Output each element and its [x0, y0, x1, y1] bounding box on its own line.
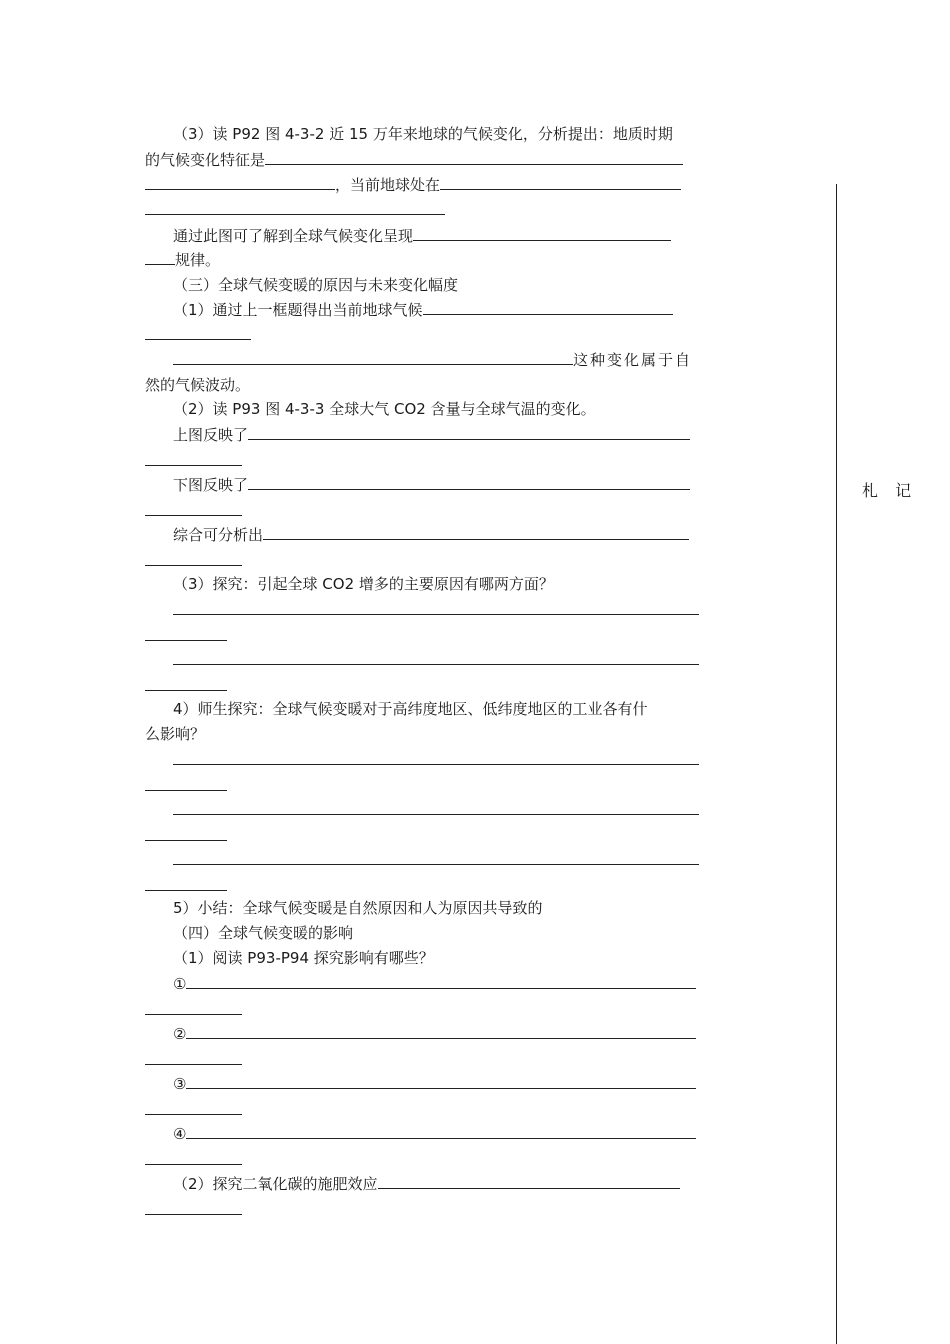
answer-blank[interactable]: [173, 597, 699, 615]
s3-q5: 5）小结：全球气候变暖是自然原因和人为原因共导致的: [173, 899, 543, 917]
answer-blank[interactable]: [263, 522, 689, 540]
answer-blank[interactable]: [423, 297, 673, 315]
s3-q4-blank1-cont: [145, 773, 703, 798]
notes-label: 札 记: [862, 481, 918, 500]
s3-combined-cont: [145, 548, 703, 573]
answer-blank[interactable]: [145, 1147, 242, 1165]
answer-blank[interactable]: [248, 422, 690, 440]
q3-intro: （3）读 P92 图 4-3-2 近 15 万年来地球的气候变化，分析提出：地质时期: [173, 125, 673, 143]
answer-blank[interactable]: [145, 873, 227, 891]
s3-lower-cont: [145, 498, 703, 523]
q3-through-line: 通过此图可了解到全球气候变化呈现: [145, 223, 703, 248]
answer-blank[interactable]: [145, 548, 242, 566]
q3-feature-line: 的气候变化特征是: [145, 147, 703, 172]
answer-blank[interactable]: [173, 347, 573, 365]
answer-blank[interactable]: [145, 997, 242, 1015]
s3-upper-line: 上图反映了: [145, 422, 703, 447]
answer-blank[interactable]: [145, 1047, 242, 1065]
answer-blank[interactable]: [145, 197, 445, 215]
s3-q3-blank2: [145, 647, 703, 672]
s3-q4-cont: 么影响？: [145, 725, 206, 743]
answer-blank[interactable]: [173, 747, 699, 765]
section3-title: （三）全球气候变暖的原因与未来变化幅度: [173, 276, 459, 294]
s4-q1: （1）阅读 P93-P94 探究影响有哪些？: [173, 949, 434, 967]
answer-blank[interactable]: [186, 1021, 696, 1039]
s3-q1-end: 然的气候波动。: [145, 376, 251, 394]
s3-upper-cont: [145, 448, 703, 473]
s3-q1-suffix-line: 这种变化属于自: [145, 347, 703, 372]
answer-blank[interactable]: [173, 647, 699, 665]
answer-blank[interactable]: [440, 172, 681, 190]
s4-item-3: ③: [145, 1071, 703, 1096]
answer-blank[interactable]: [145, 247, 175, 265]
s4-item-2: ②: [145, 1021, 703, 1046]
s3-q4-blank2: [145, 797, 703, 822]
answer-blank[interactable]: [145, 1197, 242, 1215]
answer-blank[interactable]: [145, 823, 227, 841]
answer-blank[interactable]: [265, 147, 683, 165]
s3-q2: （2）读 P93 图 4-3-3 全球大气 CO2 含量与全球气温的变化。: [173, 400, 596, 418]
s3-q4-blank2-cont: [145, 823, 703, 848]
q3-rule-line: 规律。: [145, 247, 703, 272]
q3-cont-line: [145, 197, 703, 222]
answer-blank[interactable]: [186, 971, 696, 989]
s3-q3: （3）探究：引起全球 CO2 增多的主要原因有哪两方面？: [173, 575, 554, 593]
section4-title: （四）全球气候变暖的影响: [173, 924, 354, 942]
s4-q2-cont: [145, 1197, 703, 1222]
s4-item-2-cont: [145, 1047, 703, 1072]
answer-blank[interactable]: [145, 498, 242, 516]
s3-q4-blank3-cont: [145, 873, 703, 898]
s4-item-1: ①: [145, 971, 703, 996]
answer-blank[interactable]: [173, 847, 699, 865]
answer-blank[interactable]: [145, 773, 227, 791]
s4-item-3-cont: [145, 1097, 703, 1122]
answer-blank[interactable]: [145, 673, 227, 691]
s4-q2-line: （2）探究二氧化碳的施肥效应: [145, 1171, 703, 1196]
q3-current-line: ，当前地球处在: [145, 172, 703, 197]
s4-item-4: ④: [145, 1121, 703, 1146]
s3-lower-line: 下图反映了: [145, 472, 703, 497]
s3-q4: 4）师生探究：全球气候变暖对于高纬度地区、低纬度地区的工业各有什: [173, 700, 648, 718]
s4-item-1-cont: [145, 997, 703, 1022]
answer-blank[interactable]: [145, 172, 335, 190]
s3-q3-blank1: [145, 597, 703, 622]
s3-q1-line: （1）通过上一框题得出当前地球气候: [145, 297, 703, 322]
notes-divider: [836, 184, 837, 1344]
answer-blank[interactable]: [145, 1097, 242, 1115]
s4-item-4-cont: [145, 1147, 703, 1172]
s3-q4-blank1: [145, 747, 703, 772]
answer-blank[interactable]: [186, 1121, 696, 1139]
s3-combined-line: 综合可分析出: [145, 522, 703, 547]
answer-blank[interactable]: [186, 1071, 696, 1089]
s3-q3-blank1-cont: [145, 623, 703, 648]
answer-blank[interactable]: [248, 472, 690, 490]
answer-blank[interactable]: [145, 623, 227, 641]
answer-blank[interactable]: [145, 448, 242, 466]
answer-blank[interactable]: [413, 223, 671, 241]
answer-blank[interactable]: [145, 322, 251, 340]
answer-blank[interactable]: [378, 1171, 680, 1189]
s3-q1-cont: [145, 322, 703, 347]
answer-blank[interactable]: [173, 797, 699, 815]
s3-q4-blank3: [145, 847, 703, 872]
s3-q3-blank2-cont: [145, 673, 703, 698]
